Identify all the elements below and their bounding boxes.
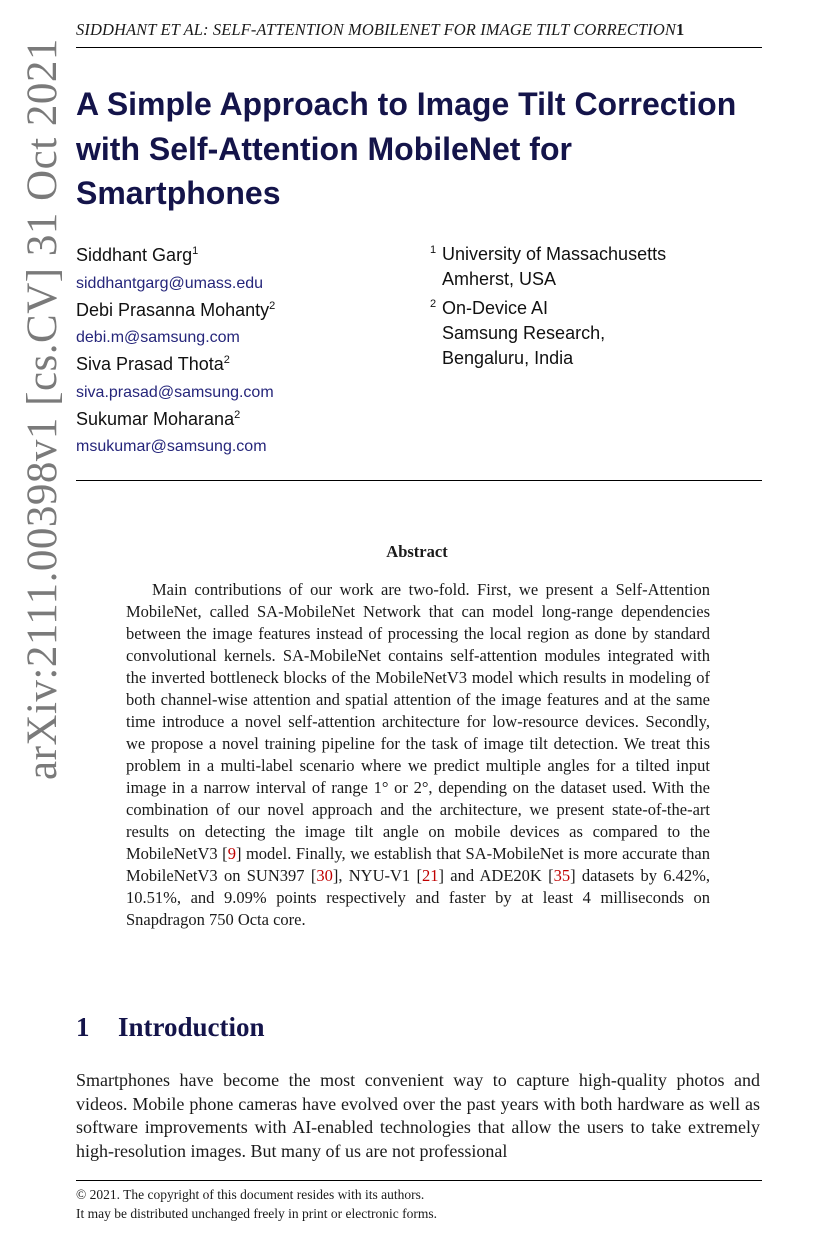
author-email[interactable]: siva.prasad@samsung.com: [76, 383, 274, 401]
section-heading: [76, 1012, 265, 1043]
author-name: Debi Prasanna Mohanty$^2$: [76, 299, 276, 320]
affiliation-mark: 1: [430, 244, 437, 256]
section-number: 1: [76, 1012, 90, 1042]
citation-link[interactable]: 30: [316, 866, 333, 885]
footnote-rule: [76, 1180, 762, 1181]
affiliation-line: 1 University of Massachusetts: [430, 244, 667, 264]
affiliation-line: Samsung Research,: [442, 323, 606, 343]
footnote-line: It may be distributed unchanged freely in print or electronic forms.: [76, 1206, 438, 1221]
running-head-text: SIDDHANT ET AL: SELF-ATTENTION MOBILENET FOR IMAGE TILT CORRECTION: [76, 20, 677, 39]
author-email[interactable]: siddhantgarg@umass.edu: [76, 274, 264, 292]
citation-link[interactable]: 9: [227, 844, 236, 863]
author-name: Siddhant Garg$^1$: [76, 245, 199, 265]
author-email[interactable]: debi.m@samsung.com: [76, 329, 240, 346]
affiliation-line: Amherst, USA: [442, 269, 557, 289]
affiliation-mark: 2: [269, 299, 276, 312]
affiliation-mark: 1: [192, 245, 199, 257]
citation-link[interactable]: 35: [553, 866, 571, 885]
paper-title: A Simple Approach to Image Tilt Correction with Self-Attention MobileNet for Smartphones: [76, 86, 737, 211]
author-name: Siva Prasad Thota$^2$: [76, 354, 230, 374]
affiliation-mark: 2: [223, 354, 230, 366]
affiliation-list: [430, 242, 770, 371]
abstract-body: Main contributions of our work are two-fold. First, we present a Self-Attention MobileNet, called SA-MobileNet Network that can model long-range dependencies between the image features instead of processing the local region as done by standard convolutional kernels. SA-MobileNet contains self-attention modules integrated with the inverted bottleneck blocks of the MobileNetV3 model which results in modeling of both channel-wise attention and spatial attention of the image features and at the same time introduce a novel self-attention architecture for low-resource devices. Secondly, we propose a novel training pipeline for the task of image tilt detection. We treat this problem in a multi-label scenario where we predict multiple angles for a tilted input image in a narrow interval of range 1° or 2°, depending on the dataset used. With the combination of our novel approach and the architecture, we present state-of-the-art results on detecting the image tilt angle on mobile devices as compared to the MobileNetV3 [9] model. Finally, we establish that SA-MobileNet is more accurate than MobileNetV3 on SUN397 [30], NYU-V1 [21] and ADE20K [35] datasets by 6.42%, 10.51%, and 9.09% points respectively and faster by at least 4 milliseconds on Snapdragon 750 Octa core.: [126, 580, 710, 929]
affiliation-line: 2 On-Device AI: [430, 298, 549, 318]
affiliation-mark: 2: [234, 408, 241, 421]
affiliation-mark: 2: [430, 298, 437, 310]
author-list: [76, 242, 416, 460]
title-rule: [76, 480, 762, 481]
running-head: [76, 20, 768, 40]
page-number: 1: [676, 20, 685, 39]
section-title: Introduction: [118, 1012, 265, 1042]
abstract-heading: Abstract: [386, 542, 448, 561]
copyright-footnote: [76, 1185, 437, 1223]
author-email[interactable]: msukumar@samsung.com: [76, 438, 267, 455]
introduction-body: Smartphones have become the most convenient way to capture high-quality photos and videos. Mobile phone cameras have evolved over the past years with both hardware as well as software improvements with AI-enabled technologies that allow the users to take extremely high-resolution images. But many of us are not professional: [76, 1070, 760, 1161]
affiliation-line: Bengaluru, India: [442, 348, 574, 368]
author-name: Sukumar Moharana$^2$: [76, 408, 241, 429]
citation-link[interactable]: 21: [421, 866, 439, 885]
footnote-line: © 2021. The copyright of this document resides with its authors.: [76, 1187, 425, 1202]
header-rule: [76, 47, 762, 48]
arxiv-stamp: arXiv:2111.00398v1 [cs.CV] 31 Oct 2021: [19, 38, 66, 780]
